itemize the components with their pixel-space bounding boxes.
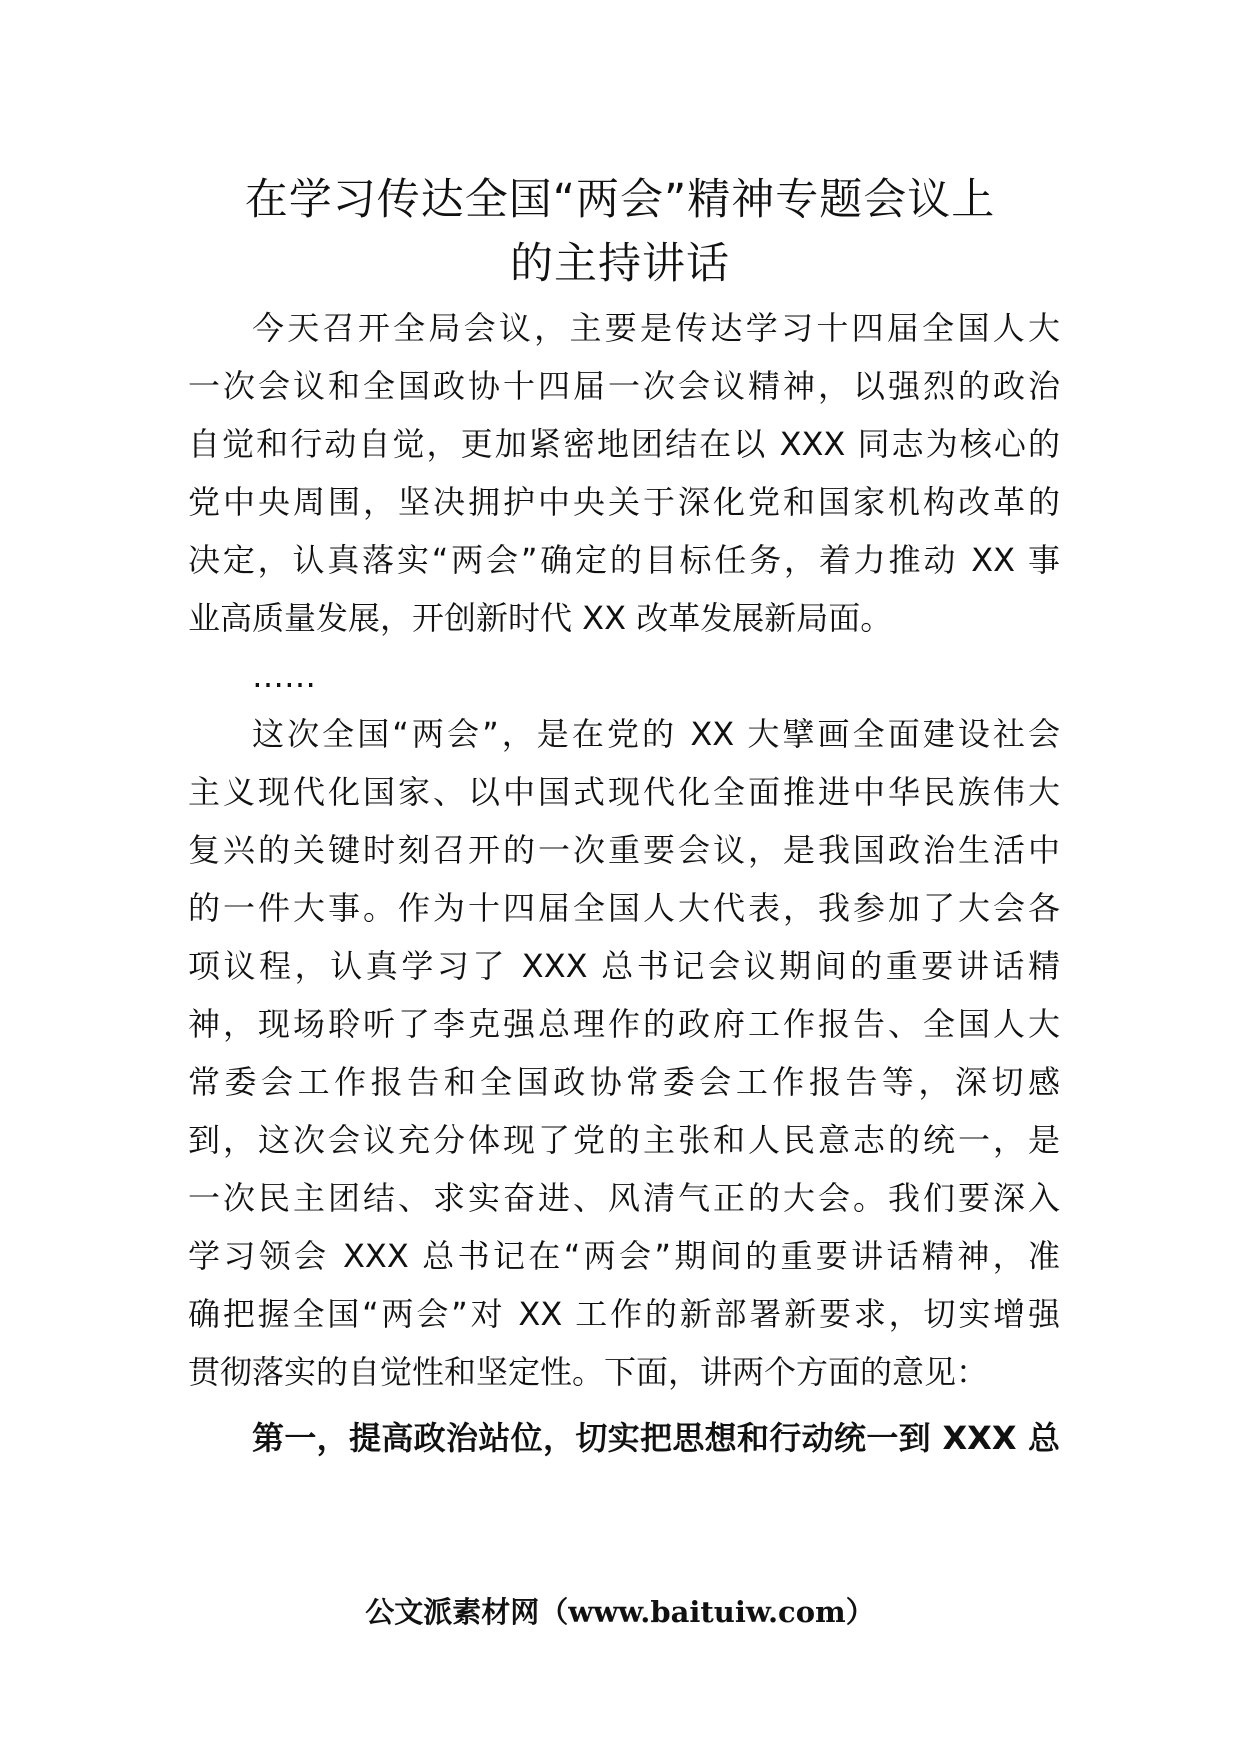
document-title-line-2: 的主持讲话 bbox=[510, 239, 730, 289]
paragraph-line: 学习领会 XXX 总书记在“两会”期间的重要讲话精神，准 bbox=[188, 1237, 1060, 1275]
paragraph-line: 神，现场聆听了李克强总理作的政府工作报告、全国人大 bbox=[188, 1005, 1060, 1043]
paragraph-line: 项议程，认真学习了 XXX 总书记会议期间的重要讲话精 bbox=[188, 947, 1060, 985]
ellipsis-line: …… bbox=[252, 657, 316, 695]
paragraph-line: 到，这次会议充分体现了党的主张和人民意志的统一，是 bbox=[188, 1121, 1060, 1159]
footer-source: 公文派素材网（www.baituiw.com） bbox=[365, 1595, 875, 1629]
paragraph-line: 确把握全国“两会”对 XX 工作的新部署新要求，切实增强 bbox=[188, 1295, 1060, 1333]
paragraph-line: 业高质量发展，开创新时代 XX 改革发展新局面。 bbox=[188, 599, 893, 637]
paragraph-line: 贯彻落实的自觉性和坚定性。下面，讲两个方面的意见： bbox=[188, 1353, 989, 1391]
paragraph-line: 的一件大事。作为十四届全国人大代表，我参加了大会各 bbox=[188, 889, 1060, 927]
paragraph-line: 这次全国“两会”，是在党的 XX 大擘画全面建设社会 bbox=[252, 715, 1060, 753]
paragraph-line: 党中央周围，坚决拥护中央关于深化党和国家机构改革的 bbox=[188, 483, 1060, 521]
paragraph-line: 今天召开全局会议，主要是传达学习十四届全国人大 bbox=[252, 309, 1060, 347]
paragraph-line: 一次会议和全国政协十四届一次会议精神，以强烈的政治 bbox=[188, 367, 1060, 405]
paragraph-line: 主义现代化国家、以中国式现代化全面推进中华民族伟大 bbox=[188, 773, 1060, 811]
document-title-line-1: 在学习传达全国“两会”精神专题会议上 bbox=[244, 175, 996, 225]
section-heading-line: 第一，提高政治站位，切实把思想和行动统一到 XXX 总 bbox=[252, 1419, 1060, 1457]
paragraph-line: 常委会工作报告和全国政协常委会工作报告等，深切感 bbox=[188, 1063, 1060, 1101]
paragraph-line: 决定，认真落实“两会”确定的目标任务，着力推动 XX 事 bbox=[188, 541, 1060, 579]
paragraph-line: 复兴的关键时刻召开的一次重要会议，是我国政治生活中 bbox=[188, 831, 1060, 869]
paragraph-line: 一次民主团结、求实奋进、风清气正的大会。我们要深入 bbox=[188, 1179, 1060, 1217]
paragraph-line: 自觉和行动自觉，更加紧密地团结在以 XXX 同志为核心的 bbox=[188, 425, 1060, 463]
